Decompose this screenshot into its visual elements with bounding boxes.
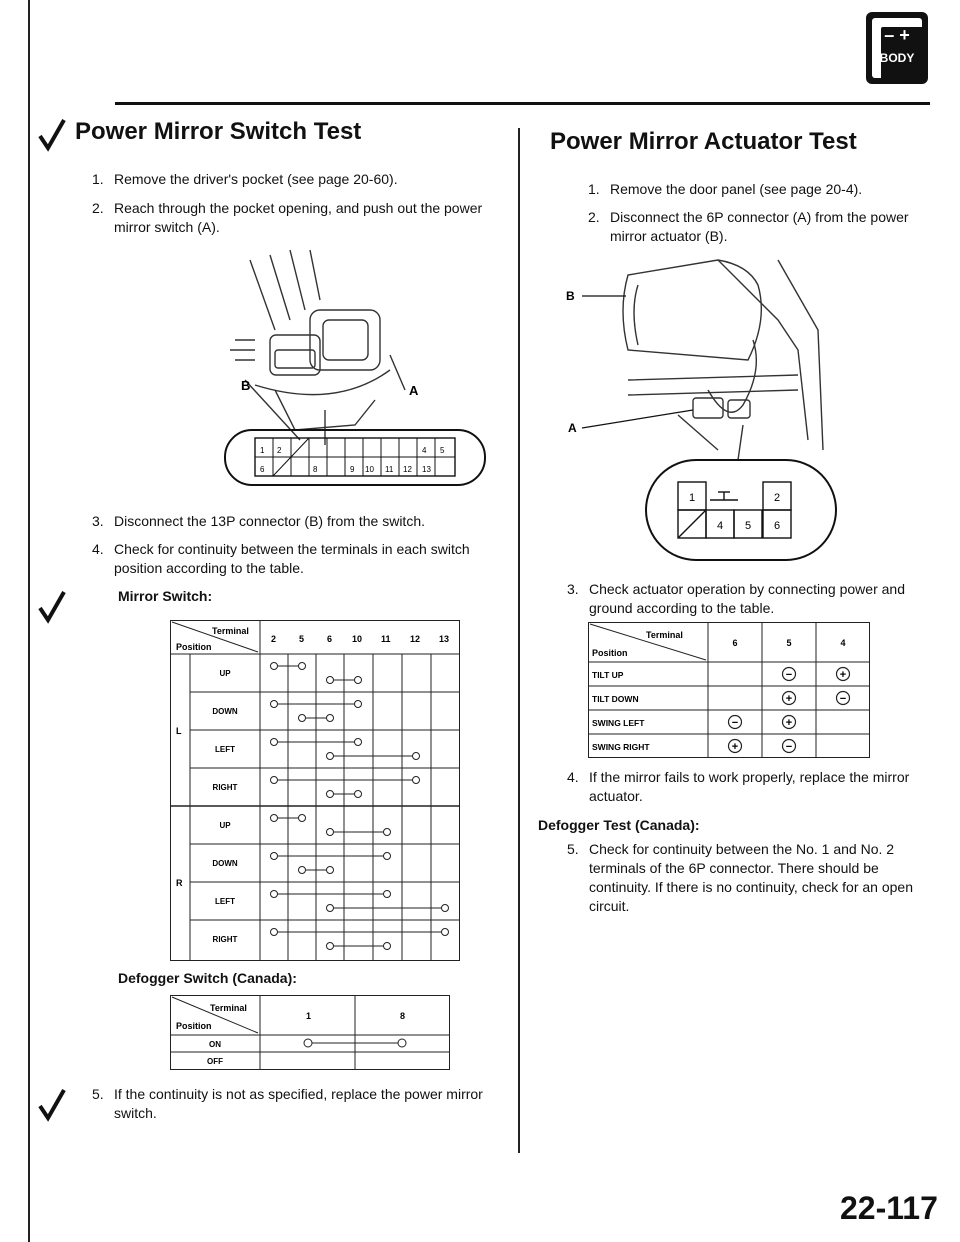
col-header: 1 <box>306 1011 312 1021</box>
position-header: Position <box>176 642 212 652</box>
header-rule <box>115 102 930 105</box>
pin-label: 1 <box>688 492 696 504</box>
right-step-4 <box>567 768 922 806</box>
terminal-node <box>271 815 278 822</box>
row-label: LEFT <box>215 897 235 906</box>
fig-label-a: A <box>409 383 419 398</box>
left-step-5 <box>92 1085 512 1123</box>
defogger-switch-heading: Defogger Switch (Canada): <box>118 970 297 986</box>
step-text: Check for continuity between the terminals in each switch position according to the table. <box>114 541 470 576</box>
terminal-node <box>442 929 449 936</box>
polarity-symbol: − <box>785 741 793 753</box>
terminal-node <box>327 715 334 722</box>
left-step-4 <box>92 540 512 578</box>
pin-label: 10 <box>365 465 374 474</box>
polarity-symbol: + <box>839 669 847 681</box>
polarity-symbol: + <box>731 741 739 753</box>
pin-label: 5 <box>440 446 445 455</box>
step-text: Disconnect the 6P connector (A) from the power mirror actuator (B). <box>610 209 909 244</box>
column-divider <box>518 128 520 1153</box>
terminal-node <box>413 777 420 784</box>
pin-label: 9 <box>350 465 355 474</box>
terminal-node <box>442 905 449 912</box>
row-label: RIGHT <box>212 935 238 944</box>
terminal-node <box>271 777 278 784</box>
checkmark-icon <box>38 118 68 152</box>
terminal-node <box>271 891 278 898</box>
terminal-node <box>384 853 391 860</box>
col-lines <box>288 654 431 960</box>
checkmark-icon <box>38 590 68 624</box>
terminal-header: Terminal <box>210 1003 247 1013</box>
checkmark-icon <box>38 1088 68 1122</box>
col-header: 5 <box>786 638 792 648</box>
polarity-symbol: − <box>839 693 847 705</box>
col-header: 2 <box>271 634 277 644</box>
pin-label: 2 <box>277 446 282 455</box>
step-text: Disconnect the 13P connector (B) from the switch. <box>114 513 425 529</box>
terminal-node <box>413 753 420 760</box>
step-number: 5. <box>92 1086 104 1102</box>
power-mirror-switch-illustration <box>215 250 515 500</box>
row-label: TILT UP <box>592 670 624 680</box>
terminal-node <box>299 815 306 822</box>
page-number: 22-117 <box>840 1190 938 1226</box>
col-header: 4 <box>840 638 846 648</box>
side-label-r: R <box>176 878 183 888</box>
terminal-node <box>299 663 306 670</box>
fig-label-b: B <box>566 289 575 303</box>
polarity-symbol: + <box>785 693 793 705</box>
position-header: Position <box>592 648 628 658</box>
step-number: 1. <box>92 171 104 187</box>
mirror-actuator-illustration <box>568 250 848 570</box>
step-number: 2. <box>92 200 104 216</box>
pin-label: 6 <box>260 465 265 474</box>
pin-label: 12 <box>403 465 412 474</box>
body-section-badge <box>866 12 928 84</box>
pin-label: 1 <box>260 446 265 455</box>
polarity-symbol: − <box>731 717 739 729</box>
row-label: DOWN <box>212 859 238 868</box>
row-label: UP <box>219 669 231 678</box>
terminal-node <box>355 677 362 684</box>
left-section-title: Power Mirror Switch Test <box>75 118 362 145</box>
row-label: SWING RIGHT <box>592 742 650 752</box>
defogger-switch-table <box>170 995 450 1070</box>
step-text: Remove the door panel (see page 20-4). <box>610 181 863 197</box>
row-label: RIGHT <box>212 783 238 792</box>
row-label: UP <box>219 821 231 830</box>
step-number: 3. <box>92 513 104 529</box>
terminal-node <box>299 867 306 874</box>
col-header: 12 <box>410 634 421 644</box>
terminal-node <box>271 701 278 708</box>
pin-label: 4 <box>422 446 427 455</box>
pin-label: 5 <box>744 520 752 532</box>
side-label-l: L <box>176 726 182 736</box>
actuator-table <box>588 622 870 758</box>
step-number: 2. <box>588 209 600 225</box>
pin-label: 11 <box>385 465 394 474</box>
col-header: 6 <box>732 638 738 648</box>
polarity-symbol: − <box>785 669 793 681</box>
defogger-test-heading: Defogger Test (Canada): <box>538 817 700 833</box>
col-header: 6 <box>327 634 333 644</box>
terminal-node <box>384 943 391 950</box>
step-number: 4. <box>567 769 579 785</box>
terminal-node <box>327 867 334 874</box>
step-number: 3. <box>567 581 579 597</box>
right-step-2 <box>588 208 918 246</box>
col-header: 5 <box>299 634 305 644</box>
row-label: SWING LEFT <box>592 718 645 728</box>
row-label: LEFT <box>215 745 235 754</box>
fig-label-a: A <box>568 421 577 435</box>
terminal-node <box>384 891 391 898</box>
pin-label: 6 <box>773 520 781 532</box>
right-section-title: Power Mirror Actuator Test <box>550 128 857 155</box>
col-header: 8 <box>400 1011 406 1021</box>
left-step-1 <box>92 170 512 189</box>
right-step-1 <box>588 180 918 199</box>
row-label: DOWN <box>212 707 238 716</box>
terminal-node <box>327 791 334 798</box>
right-step-5 <box>567 840 922 916</box>
step-text: Check for continuity between the No. 1 and No. 2 terminals of the 6P connector. There should be continuity. If there is no continuity, check for an open circuit. <box>589 841 913 914</box>
right-step-3 <box>567 580 922 618</box>
terminal-node <box>355 791 362 798</box>
terminal-node <box>327 753 334 760</box>
col-header: 11 <box>381 634 391 644</box>
terminal-node <box>271 853 278 860</box>
step-number: 1. <box>588 181 600 197</box>
mirror-switch-table <box>170 620 460 962</box>
binding-edge-line <box>28 0 30 1242</box>
terminal-node <box>327 905 334 912</box>
row-label: TILT DOWN <box>592 694 639 704</box>
terminal-node <box>355 739 362 746</box>
col-header: 13 <box>439 634 450 644</box>
row-label: OFF <box>207 1057 223 1066</box>
step-text: Reach through the pocket opening, and push out the power mirror switch (A). <box>114 200 483 235</box>
battery-icon: – + <box>884 25 910 45</box>
left-step-3 <box>92 512 512 531</box>
step-text: If the continuity is not as specified, replace the power mirror switch. <box>114 1086 483 1121</box>
step-number: 5. <box>567 841 579 857</box>
step-text: If the mirror fails to work properly, replace the mirror actuator. <box>589 769 910 804</box>
polarity-symbol: + <box>785 717 793 729</box>
terminal-header: Terminal <box>212 626 249 636</box>
row-label: ON <box>209 1040 221 1049</box>
mirror-switch-heading: Mirror Switch: <box>118 588 213 604</box>
pin-label: 2 <box>773 492 781 504</box>
terminal-node <box>271 739 278 746</box>
pin-label: 13 <box>422 465 431 474</box>
terminal-node <box>271 663 278 670</box>
step-number: 4. <box>92 541 104 557</box>
position-header: Position <box>176 1021 212 1031</box>
pin-label: 8 <box>313 465 318 474</box>
terminal-node <box>299 715 306 722</box>
pin-label: 4 <box>716 520 724 532</box>
terminal-header: Terminal <box>646 630 683 640</box>
col-header: 10 <box>352 634 363 644</box>
left-step-2 <box>92 199 512 237</box>
terminal-node <box>271 929 278 936</box>
step-text: Check actuator operation by connecting power and ground according to the table. <box>589 581 905 616</box>
terminal-node <box>327 829 334 836</box>
terminal-node <box>327 943 334 950</box>
terminal-node <box>327 677 334 684</box>
badge-label: BODY <box>879 51 915 65</box>
terminal-node <box>355 701 362 708</box>
step-text: Remove the driver's pocket (see page 20-60). <box>114 171 398 187</box>
terminal-node <box>384 829 391 836</box>
fig-label-b: B <box>241 378 251 393</box>
